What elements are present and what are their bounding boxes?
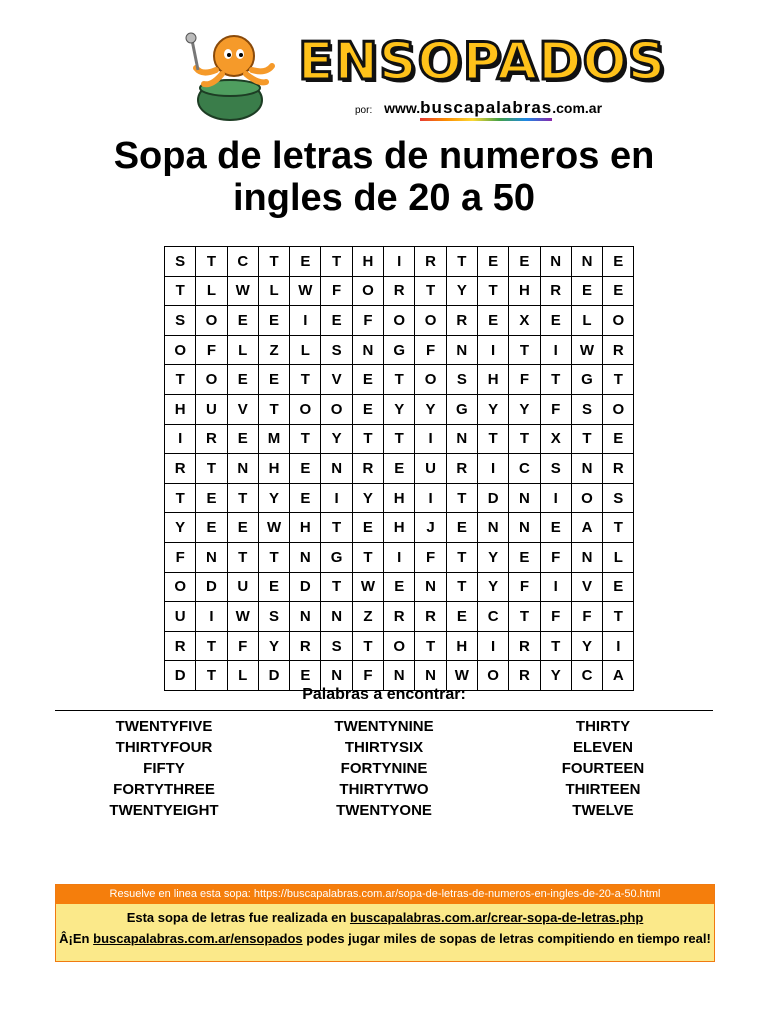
grid-cell[interactable]: T bbox=[446, 247, 477, 277]
grid-cell[interactable]: T bbox=[415, 276, 446, 306]
grid-cell[interactable]: Y bbox=[477, 394, 508, 424]
grid-cell[interactable]: X bbox=[540, 424, 571, 454]
footer-line-2 bbox=[56, 931, 714, 946]
grid-cell[interactable]: H bbox=[384, 513, 415, 543]
grid-cell[interactable]: E bbox=[196, 513, 227, 543]
grid-cell[interactable]: E bbox=[446, 513, 477, 543]
grid-cell[interactable]: I bbox=[477, 631, 508, 661]
page-title bbox=[0, 135, 768, 219]
grid-cell[interactable]: F bbox=[196, 335, 227, 365]
grid-cell[interactable]: T bbox=[477, 424, 508, 454]
grid-cell[interactable]: T bbox=[258, 394, 289, 424]
grid-cell[interactable]: T bbox=[227, 483, 258, 513]
grid-cell[interactable]: L bbox=[196, 276, 227, 306]
grid-cell[interactable]: N bbox=[415, 572, 446, 602]
word-column-2 bbox=[274, 716, 494, 821]
footer-line-1 bbox=[56, 910, 714, 925]
grid-cell[interactable]: Y bbox=[540, 661, 571, 691]
footer-text-2: Â¡En bbox=[59, 931, 94, 946]
grid-cell[interactable]: T bbox=[196, 631, 227, 661]
grid-cell[interactable]: T bbox=[603, 513, 634, 543]
grid-cell[interactable]: R bbox=[446, 454, 477, 484]
grid-cell[interactable]: S bbox=[258, 602, 289, 632]
grid-cell[interactable]: O bbox=[571, 483, 602, 513]
grid-cell[interactable]: E bbox=[290, 483, 321, 513]
grid-cell[interactable]: H bbox=[352, 247, 383, 277]
grid-cell[interactable]: F bbox=[509, 572, 540, 602]
grid-cell[interactable]: O bbox=[477, 661, 508, 691]
grid-cell[interactable]: O bbox=[165, 335, 196, 365]
grid-cell[interactable]: I bbox=[540, 483, 571, 513]
grid-cell[interactable]: E bbox=[290, 247, 321, 277]
grid-cell[interactable]: N bbox=[446, 335, 477, 365]
grid-cell[interactable]: Y bbox=[258, 483, 289, 513]
grid-cell[interactable]: O bbox=[415, 306, 446, 336]
grid-cell[interactable]: H bbox=[477, 365, 508, 395]
grid-cell[interactable]: C bbox=[509, 454, 540, 484]
grid-cell[interactable]: D bbox=[477, 483, 508, 513]
grid-cell[interactable]: T bbox=[571, 424, 602, 454]
grid-cell[interactable]: E bbox=[227, 365, 258, 395]
grid-cell[interactable]: S bbox=[446, 365, 477, 395]
grid-cell[interactable]: L bbox=[227, 661, 258, 691]
grid-cell[interactable]: Y bbox=[384, 394, 415, 424]
site-name: buscapalabras bbox=[420, 98, 553, 117]
grid-cell[interactable]: E bbox=[603, 572, 634, 602]
grid-cell[interactable]: Y bbox=[477, 572, 508, 602]
grid-cell[interactable]: Y bbox=[571, 631, 602, 661]
www-label: www. bbox=[384, 100, 421, 116]
grid-cell[interactable]: H bbox=[290, 513, 321, 543]
grid-cell[interactable]: U bbox=[196, 394, 227, 424]
grid-cell[interactable]: G bbox=[384, 335, 415, 365]
grid-cell[interactable]: D bbox=[290, 572, 321, 602]
grid-cell[interactable]: N bbox=[384, 661, 415, 691]
grid-cell[interactable]: T bbox=[196, 247, 227, 277]
word-item: FIFTY bbox=[143, 760, 185, 777]
grid-cell[interactable]: E bbox=[352, 513, 383, 543]
grid-cell[interactable]: T bbox=[477, 276, 508, 306]
grid-cell[interactable]: D bbox=[196, 572, 227, 602]
grid-cell[interactable]: W bbox=[571, 335, 602, 365]
grid-cell[interactable]: R bbox=[603, 335, 634, 365]
grid-cell[interactable]: D bbox=[165, 661, 196, 691]
grid-cell[interactable]: O bbox=[384, 306, 415, 336]
grid-cell[interactable]: I bbox=[384, 247, 415, 277]
grid-cell[interactable]: N bbox=[446, 424, 477, 454]
grid-row bbox=[165, 454, 634, 484]
grid-cell[interactable]: T bbox=[321, 513, 352, 543]
grid-cell[interactable]: L bbox=[603, 542, 634, 572]
grid-cell[interactable]: I bbox=[477, 454, 508, 484]
grid-cell[interactable]: O bbox=[384, 631, 415, 661]
grid-cell[interactable]: I bbox=[196, 602, 227, 632]
grid-cell[interactable]: Y bbox=[509, 394, 540, 424]
grid-cell[interactable]: F bbox=[571, 602, 602, 632]
grid-cell[interactable]: R bbox=[509, 661, 540, 691]
grid-cell[interactable]: E bbox=[571, 276, 602, 306]
grid-cell[interactable]: R bbox=[290, 631, 321, 661]
grid-cell[interactable]: I bbox=[415, 424, 446, 454]
site-byline[interactable] bbox=[355, 98, 602, 121]
grid-cell[interactable]: S bbox=[165, 247, 196, 277]
grid-row bbox=[165, 602, 634, 632]
grid-cell[interactable]: T bbox=[258, 247, 289, 277]
grid-cell[interactable]: F bbox=[321, 276, 352, 306]
grid-cell[interactable]: G bbox=[446, 394, 477, 424]
ensopados-logo: ENSOPADOS bbox=[298, 32, 667, 92]
grid-cell[interactable]: E bbox=[227, 513, 258, 543]
grid-cell[interactable]: E bbox=[196, 483, 227, 513]
grid-cell[interactable]: T bbox=[509, 335, 540, 365]
grid-cell[interactable]: T bbox=[196, 661, 227, 691]
grid-cell[interactable]: Z bbox=[258, 335, 289, 365]
grid-cell[interactable]: O bbox=[196, 365, 227, 395]
footer-text-1: Esta sopa de letras fue realizada en bbox=[126, 910, 350, 925]
grid-cell[interactable]: Y bbox=[352, 483, 383, 513]
grid-cell[interactable]: V bbox=[321, 365, 352, 395]
grid-cell[interactable]: N bbox=[227, 454, 258, 484]
grid-cell[interactable]: N bbox=[290, 602, 321, 632]
grid-cell[interactable]: Y bbox=[165, 513, 196, 543]
word-item: THIRTYFOUR bbox=[115, 739, 213, 756]
grid-cell[interactable]: T bbox=[165, 276, 196, 306]
grid-cell[interactable]: E bbox=[603, 247, 634, 277]
grid-cell[interactable]: R bbox=[446, 306, 477, 336]
grid-cell[interactable]: S bbox=[540, 454, 571, 484]
grid-cell[interactable]: E bbox=[540, 306, 571, 336]
grid-cell[interactable]: N bbox=[571, 542, 602, 572]
grid-cell[interactable]: E bbox=[290, 661, 321, 691]
grid-cell[interactable]: R bbox=[384, 276, 415, 306]
grid-cell[interactable]: W bbox=[258, 513, 289, 543]
grid-cell[interactable]: W bbox=[227, 276, 258, 306]
grid-cell[interactable]: T bbox=[196, 454, 227, 484]
grid-cell[interactable]: I bbox=[290, 306, 321, 336]
grid-cell[interactable]: S bbox=[571, 394, 602, 424]
grid-cell[interactable]: T bbox=[446, 542, 477, 572]
grid-cell[interactable]: T bbox=[258, 542, 289, 572]
grid-cell[interactable]: N bbox=[509, 483, 540, 513]
site-tld: .com.ar bbox=[552, 100, 603, 116]
grid-cell[interactable]: I bbox=[415, 483, 446, 513]
grid-cell[interactable]: N bbox=[509, 513, 540, 543]
grid-cell[interactable]: F bbox=[352, 306, 383, 336]
grid-cell[interactable]: O bbox=[603, 394, 634, 424]
grid-cell[interactable]: Y bbox=[415, 394, 446, 424]
word-item: TWELVE bbox=[572, 802, 634, 819]
grid-cell[interactable]: T bbox=[321, 247, 352, 277]
word-item: TWENTYEIGHT bbox=[109, 802, 219, 819]
grid-cell[interactable]: L bbox=[227, 335, 258, 365]
grid-cell[interactable]: R bbox=[196, 424, 227, 454]
grid-cell[interactable]: N bbox=[321, 454, 352, 484]
grid-row bbox=[165, 306, 634, 336]
grid-cell[interactable]: W bbox=[352, 572, 383, 602]
words-heading: Palabras a encontrar: bbox=[302, 686, 466, 703]
grid-cell[interactable]: R bbox=[603, 454, 634, 484]
grid-cell[interactable]: N bbox=[321, 661, 352, 691]
grid-row bbox=[165, 335, 634, 365]
grid-cell[interactable]: F bbox=[540, 602, 571, 632]
word-column-1 bbox=[54, 716, 274, 821]
word-item: FOURTEEN bbox=[561, 760, 645, 777]
grid-row bbox=[165, 631, 634, 661]
grid-cell[interactable]: I bbox=[165, 424, 196, 454]
grid-cell[interactable]: E bbox=[384, 572, 415, 602]
grid-cell[interactable]: F bbox=[227, 631, 258, 661]
grid-cell[interactable]: T bbox=[384, 365, 415, 395]
grid-row bbox=[165, 394, 634, 424]
grid-cell[interactable]: T bbox=[603, 365, 634, 395]
grid-cell[interactable]: T bbox=[509, 602, 540, 632]
grid-cell[interactable]: F bbox=[509, 365, 540, 395]
ensopados-link[interactable]: buscapalabras.com.ar/ensopados bbox=[93, 931, 303, 946]
grid-cell[interactable]: T bbox=[540, 631, 571, 661]
octopus-mascot-icon bbox=[182, 30, 278, 122]
grid-cell[interactable]: H bbox=[258, 454, 289, 484]
grid-cell[interactable]: E bbox=[290, 454, 321, 484]
grid-row bbox=[165, 513, 634, 543]
grid-cell[interactable]: R bbox=[352, 454, 383, 484]
grid-cell[interactable]: I bbox=[477, 335, 508, 365]
grid-cell[interactable]: C bbox=[571, 661, 602, 691]
grid-cell[interactable]: T bbox=[290, 424, 321, 454]
grid-cell[interactable]: E bbox=[258, 572, 289, 602]
grid-cell[interactable]: W bbox=[227, 602, 258, 632]
grid-cell[interactable]: V bbox=[571, 572, 602, 602]
grid-cell[interactable]: N bbox=[415, 661, 446, 691]
grid-cell[interactable]: Y bbox=[321, 424, 352, 454]
grid-cell[interactable]: O bbox=[196, 306, 227, 336]
grid-cell[interactable]: E bbox=[603, 276, 634, 306]
grid-cell[interactable]: U bbox=[165, 602, 196, 632]
grid-cell[interactable]: W bbox=[290, 276, 321, 306]
word-item: TWENTYONE bbox=[336, 802, 432, 819]
grid-cell[interactable]: F bbox=[415, 542, 446, 572]
word-item: THIRTEEN bbox=[565, 781, 641, 798]
grid-cell[interactable]: T bbox=[446, 572, 477, 602]
grid-cell[interactable]: S bbox=[321, 335, 352, 365]
grid-cell[interactable]: W bbox=[446, 661, 477, 691]
online-link[interactable]: Resuelve en linea esta sopa: https://buscapalabras.com.ar/sopa-de-letras-de-numeros-en-ingles-de-20-a-50.html bbox=[56, 885, 714, 904]
grid-cell[interactable]: T bbox=[384, 424, 415, 454]
grid-cell[interactable]: E bbox=[227, 424, 258, 454]
word-item: FORTYTHREE bbox=[113, 781, 215, 798]
grid-cell[interactable]: I bbox=[540, 335, 571, 365]
grid-cell[interactable]: Y bbox=[446, 276, 477, 306]
grid-cell[interactable]: N bbox=[290, 542, 321, 572]
grid-cell[interactable]: E bbox=[540, 513, 571, 543]
grid-cell[interactable]: H bbox=[165, 394, 196, 424]
title-line-2: ingles de 20 a 50 bbox=[232, 177, 536, 219]
grid-cell[interactable]: I bbox=[321, 483, 352, 513]
grid-cell[interactable]: O bbox=[603, 306, 634, 336]
grid-cell[interactable]: S bbox=[321, 631, 352, 661]
grid-cell[interactable]: R bbox=[540, 276, 571, 306]
word-item: TWENTYFIVE bbox=[115, 718, 213, 735]
grid-row bbox=[165, 542, 634, 572]
grid-cell[interactable]: M bbox=[258, 424, 289, 454]
grid-cell[interactable]: D bbox=[258, 661, 289, 691]
grid-cell[interactable]: C bbox=[477, 602, 508, 632]
grid-cell[interactable]: E bbox=[321, 306, 352, 336]
grid-cell[interactable]: N bbox=[571, 247, 602, 277]
grid-cell[interactable]: R bbox=[165, 454, 196, 484]
footer-text-3: podes jugar miles de sopas de letras compitiendo en tiempo real! bbox=[302, 931, 711, 946]
grid-cell[interactable]: Y bbox=[258, 631, 289, 661]
grid-cell[interactable]: I bbox=[603, 631, 634, 661]
grid-cell[interactable]: E bbox=[509, 542, 540, 572]
grid-cell[interactable]: N bbox=[540, 247, 571, 277]
grid-cell[interactable]: L bbox=[258, 276, 289, 306]
grid-cell[interactable]: T bbox=[165, 483, 196, 513]
grid-cell[interactable]: T bbox=[321, 572, 352, 602]
grid-cell[interactable]: C bbox=[227, 247, 258, 277]
grid-cell[interactable]: F bbox=[165, 542, 196, 572]
por-label: por: bbox=[355, 105, 373, 116]
grid-cell[interactable]: T bbox=[415, 631, 446, 661]
grid-cell[interactable]: T bbox=[540, 365, 571, 395]
grid-cell[interactable]: E bbox=[352, 365, 383, 395]
grid-row bbox=[165, 483, 634, 513]
grid-cell[interactable]: F bbox=[540, 542, 571, 572]
grid-cell[interactable]: T bbox=[352, 542, 383, 572]
grid-cell[interactable]: E bbox=[603, 424, 634, 454]
grid-cell[interactable]: R bbox=[509, 631, 540, 661]
grid-cell[interactable]: G bbox=[571, 365, 602, 395]
header bbox=[0, 0, 768, 130]
grid-cell[interactable]: N bbox=[352, 335, 383, 365]
grid-cell[interactable]: N bbox=[321, 602, 352, 632]
grid-cell[interactable]: E bbox=[258, 365, 289, 395]
grid-cell[interactable]: O bbox=[290, 394, 321, 424]
grid-cell[interactable]: O bbox=[321, 394, 352, 424]
grid-cell[interactable]: R bbox=[165, 631, 196, 661]
grid-cell[interactable]: G bbox=[321, 542, 352, 572]
grid-row bbox=[165, 247, 634, 277]
word-item: FORTYNINE bbox=[340, 760, 428, 777]
word-item: THIRTYTWO bbox=[339, 781, 429, 798]
grid-cell[interactable]: S bbox=[165, 306, 196, 336]
grid-row bbox=[165, 276, 634, 306]
grid-cell[interactable]: E bbox=[477, 306, 508, 336]
grid-cell[interactable]: A bbox=[603, 661, 634, 691]
word-item: THIRTYSIX bbox=[344, 739, 424, 756]
grid-cell[interactable]: E bbox=[352, 394, 383, 424]
word-item: ELEVEN bbox=[572, 739, 633, 756]
grid-cell[interactable]: O bbox=[165, 572, 196, 602]
word-item: THIRTY bbox=[575, 718, 631, 735]
grid-cell[interactable]: S bbox=[603, 483, 634, 513]
grid-cell[interactable]: T bbox=[603, 602, 634, 632]
grid-cell[interactable]: H bbox=[509, 276, 540, 306]
grid-cell[interactable]: E bbox=[227, 306, 258, 336]
grid-cell[interactable]: E bbox=[477, 247, 508, 277]
grid-cell[interactable]: N bbox=[196, 542, 227, 572]
grid-cell[interactable]: T bbox=[446, 483, 477, 513]
grid-cell[interactable]: Y bbox=[477, 542, 508, 572]
grid-cell[interactable]: O bbox=[415, 365, 446, 395]
letter-grid[interactable] bbox=[164, 246, 634, 691]
grid-cell[interactable]: A bbox=[571, 513, 602, 543]
word-item: TWENTYNINE bbox=[334, 718, 434, 735]
grid-cell[interactable]: T bbox=[352, 424, 383, 454]
grid-cell[interactable]: N bbox=[477, 513, 508, 543]
grid-cell[interactable]: H bbox=[384, 483, 415, 513]
title-line-1: Sopa de letras de numeros en bbox=[113, 135, 655, 177]
grid-cell[interactable]: T bbox=[227, 542, 258, 572]
grid-cell[interactable]: T bbox=[290, 365, 321, 395]
grid-cell[interactable]: Z bbox=[352, 602, 383, 632]
grid-cell[interactable]: U bbox=[415, 454, 446, 484]
grid-cell[interactable]: X bbox=[509, 306, 540, 336]
grid-row bbox=[165, 365, 634, 395]
grid-cell[interactable]: E bbox=[258, 306, 289, 336]
grid-cell[interactable]: J bbox=[415, 513, 446, 543]
grid-cell[interactable]: R bbox=[415, 247, 446, 277]
grid-cell[interactable]: V bbox=[227, 394, 258, 424]
grid-cell[interactable]: F bbox=[540, 394, 571, 424]
grid-row bbox=[165, 572, 634, 602]
grid-cell[interactable]: T bbox=[165, 365, 196, 395]
grid-cell[interactable]: I bbox=[384, 542, 415, 572]
grid-cell[interactable]: T bbox=[509, 424, 540, 454]
grid-cell[interactable]: R bbox=[415, 602, 446, 632]
grid-cell[interactable]: E bbox=[446, 602, 477, 632]
grid-cell[interactable]: E bbox=[509, 247, 540, 277]
grid-cell[interactable]: L bbox=[290, 335, 321, 365]
grid-cell[interactable]: H bbox=[446, 631, 477, 661]
grid-row bbox=[165, 424, 634, 454]
grid-cell[interactable]: F bbox=[352, 661, 383, 691]
footer-box bbox=[55, 884, 715, 962]
grid-cell[interactable]: L bbox=[571, 306, 602, 336]
grid-cell[interactable]: I bbox=[540, 572, 571, 602]
grid-cell[interactable]: E bbox=[384, 454, 415, 484]
word-column-3 bbox=[493, 716, 713, 821]
grid-cell[interactable]: T bbox=[352, 631, 383, 661]
grid-cell[interactable]: N bbox=[571, 454, 602, 484]
create-soup-link[interactable]: buscapalabras.com.ar/crear-sopa-de-letras.php bbox=[349, 910, 644, 925]
grid-cell[interactable]: O bbox=[352, 276, 383, 306]
grid-cell[interactable]: R bbox=[384, 602, 415, 632]
grid-cell[interactable]: U bbox=[227, 572, 258, 602]
divider bbox=[55, 710, 713, 711]
grid-cell[interactable]: F bbox=[415, 335, 446, 365]
